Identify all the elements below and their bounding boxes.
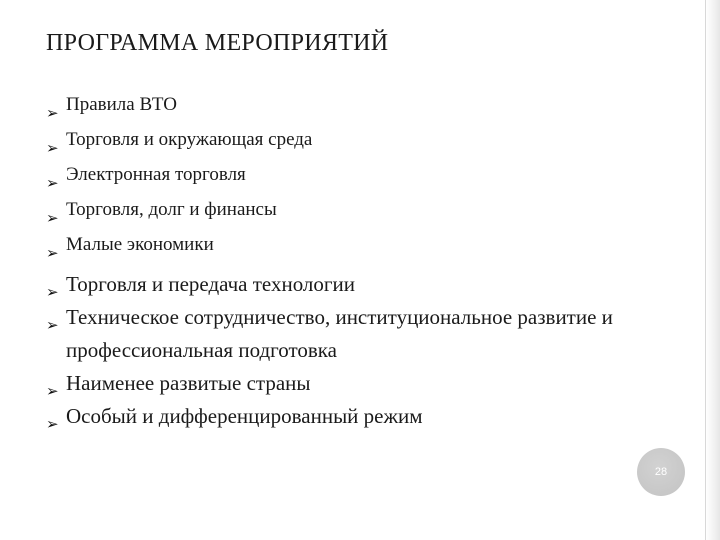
list-item-text: Торговля, долг и финансы bbox=[66, 199, 277, 220]
slide-edge-shadow bbox=[706, 0, 720, 540]
list-item-text: Торговля и окружающая среда bbox=[66, 129, 313, 150]
arrowhead-bullet-icon: ➢ bbox=[46, 415, 59, 433]
list-item bbox=[46, 367, 666, 400]
list-item bbox=[46, 227, 666, 262]
list-item bbox=[46, 122, 666, 157]
list-item bbox=[46, 157, 666, 192]
list-item-text: Электронная торговля bbox=[66, 164, 246, 185]
list-item bbox=[46, 400, 666, 433]
arrowhead-bullet-icon: ➢ bbox=[46, 139, 59, 157]
arrowhead-bullet-icon: ➢ bbox=[46, 209, 59, 227]
arrowhead-bullet-icon: ➢ bbox=[46, 382, 59, 400]
arrowhead-bullet-icon: ➢ bbox=[46, 104, 59, 122]
list-item-text: Наименее развитые страны bbox=[66, 371, 311, 395]
list-item bbox=[46, 268, 666, 301]
list-item bbox=[46, 301, 666, 367]
list-item-text: Малые экономики bbox=[66, 234, 214, 255]
list-item bbox=[46, 87, 666, 122]
list-item-text: Торговля и передача технологии bbox=[66, 272, 356, 296]
arrowhead-bullet-icon: ➢ bbox=[46, 174, 59, 192]
page-number-badge: 28 bbox=[637, 448, 685, 496]
arrowhead-bullet-icon: ➢ bbox=[46, 283, 59, 301]
agenda-list bbox=[46, 87, 666, 433]
list-item bbox=[46, 192, 666, 227]
slide-title: ПРОГРАММА МЕРОПРИЯТИЙ bbox=[46, 30, 389, 56]
arrowhead-bullet-icon: ➢ bbox=[46, 316, 59, 334]
list-item-text: Особый и дифференцированный режим bbox=[66, 404, 423, 428]
arrowhead-bullet-icon: ➢ bbox=[46, 244, 59, 262]
list-item-text: Правила ВТО bbox=[66, 94, 177, 115]
list-item-text: Техническое сотрудничество, институциональное развитие и профессиональная подготовка bbox=[66, 305, 613, 362]
